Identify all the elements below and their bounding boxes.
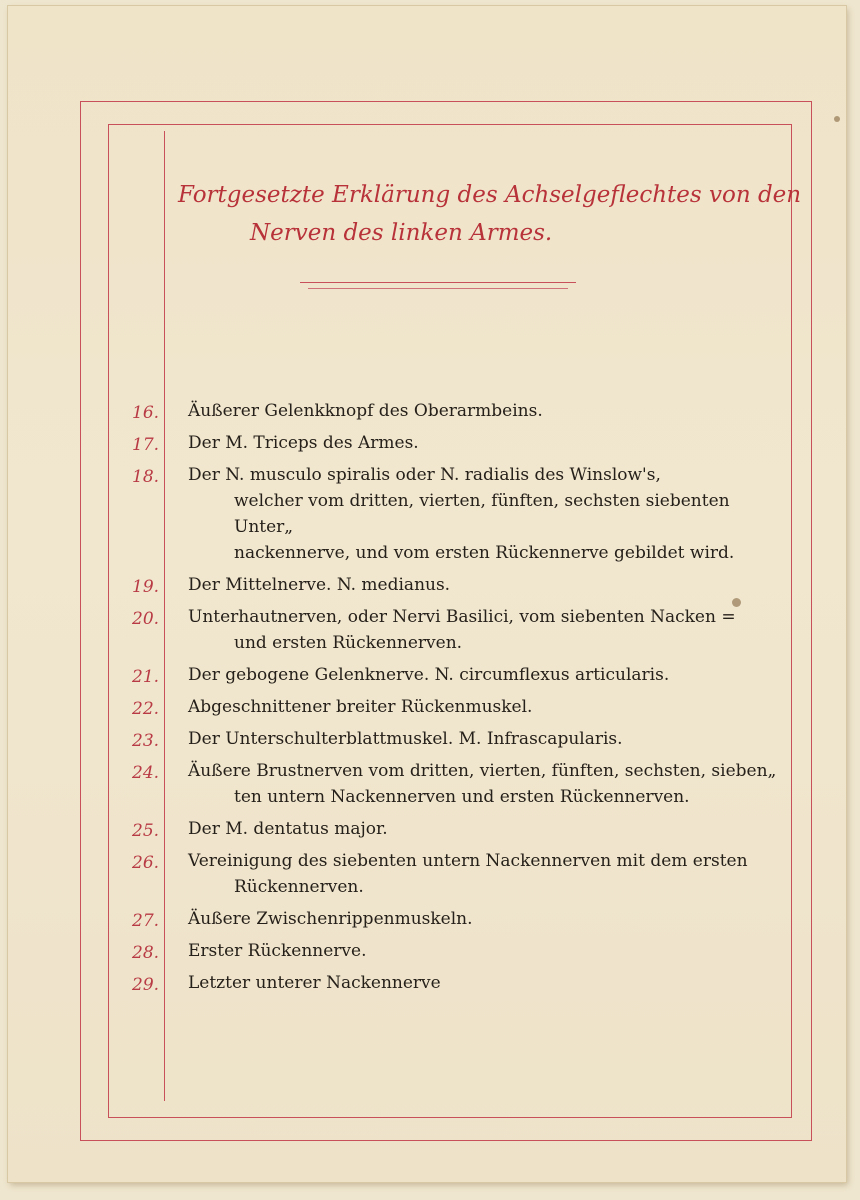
entry-continuation-line: ten untern Nackennerven und ersten Rückennerven.	[234, 787, 690, 807]
entry-text	[188, 662, 788, 688]
entry-text	[188, 970, 788, 996]
entry-number: 19.	[132, 577, 160, 597]
entry-text	[188, 572, 788, 598]
title-underline-secondary	[308, 288, 568, 289]
entry-line: Äußerer Gelenkknopf des Oberarmbeins.	[188, 401, 543, 421]
entry-line: Abgeschnittener breiter Rückenmuskel.	[188, 697, 533, 717]
entry-text	[188, 726, 788, 752]
legend-list	[8, 398, 846, 1002]
entry-text	[188, 938, 788, 964]
entry-line: Der M. Triceps des Armes.	[188, 433, 419, 453]
page-title	[178, 176, 802, 252]
entry-text	[188, 430, 788, 456]
entry-number: 21.	[132, 667, 160, 687]
entry-number: 16.	[132, 403, 160, 423]
legend-entry	[8, 938, 846, 964]
entry-text	[188, 398, 788, 424]
entry-number: 24.	[132, 763, 160, 783]
legend-entry	[8, 970, 846, 996]
legend-entry	[8, 758, 846, 810]
legend-entry	[8, 430, 846, 456]
legend-entry	[8, 906, 846, 932]
ink-spot	[834, 116, 840, 122]
entry-line: Äußere Zwischenrippenmuskeln.	[188, 909, 473, 929]
entry-line: Vereinigung des siebenten untern Nackennerven mit dem ersten	[188, 851, 748, 871]
entry-continuation-line: welcher vom dritten, vierten, fünften, sechsten siebenten Unter„	[234, 491, 730, 537]
legend-entry	[8, 398, 846, 424]
manuscript-page	[8, 6, 846, 1182]
entry-line: Der Unterschulterblattmuskel. M. Infrascapularis.	[188, 729, 623, 749]
entry-number: 26.	[132, 853, 160, 873]
legend-entry	[8, 604, 846, 656]
entry-continuation-line: und ersten Rückennerven.	[234, 633, 463, 653]
entry-number: 23.	[132, 731, 160, 751]
entry-text	[188, 906, 788, 932]
entry-continuation-line: nackennerve, und vom ersten Rückennerve gebildet wird.	[234, 543, 735, 563]
title-underline	[300, 282, 576, 283]
entry-continuation-line: Rückennerven.	[234, 877, 364, 897]
entry-text	[188, 604, 788, 656]
legend-entry	[8, 694, 846, 720]
entry-line: Unterhautnerven, oder Nervi Basilici, vom siebenten Nacken =	[188, 607, 736, 627]
legend-entry	[8, 572, 846, 598]
title-line-1: Fortgesetzte Erklärung des Achselgeflechtes von den	[178, 182, 802, 208]
entry-number: 17.	[132, 435, 160, 455]
title-line-2: Nerven des linken Armes.	[250, 220, 553, 246]
entry-text	[188, 694, 788, 720]
ink-spot	[732, 598, 741, 607]
entry-number: 27.	[132, 911, 160, 931]
entry-number: 29.	[132, 975, 160, 995]
legend-entry	[8, 462, 846, 566]
legend-entry	[8, 816, 846, 842]
entry-line: Äußere Brustnerven vom dritten, vierten, fünften, sechsten, sieben„	[188, 761, 777, 781]
entry-line: Der N. musculo spiralis oder N. radialis des Winslow's,	[188, 465, 661, 485]
legend-entry	[8, 662, 846, 688]
entry-number: 18.	[132, 467, 160, 487]
entry-number: 22.	[132, 699, 160, 719]
entry-number: 28.	[132, 943, 160, 963]
entry-text	[188, 848, 788, 900]
legend-entry	[8, 726, 846, 752]
entry-line: Erster Rückennerve.	[188, 941, 367, 961]
entry-number: 25.	[132, 821, 160, 841]
entry-text	[188, 462, 788, 566]
entry-line: Der gebogene Gelenknerve. N. circumflexus articularis.	[188, 665, 670, 685]
legend-entry	[8, 848, 846, 900]
entry-line: Der Mittelnerve. N. medianus.	[188, 575, 451, 595]
entry-line: Der M. dentatus major.	[188, 819, 388, 839]
entry-text	[188, 758, 788, 810]
entry-text	[188, 816, 788, 842]
entry-number: 20.	[132, 609, 160, 629]
entry-line: Letzter unterer Nackennerve	[188, 973, 441, 993]
